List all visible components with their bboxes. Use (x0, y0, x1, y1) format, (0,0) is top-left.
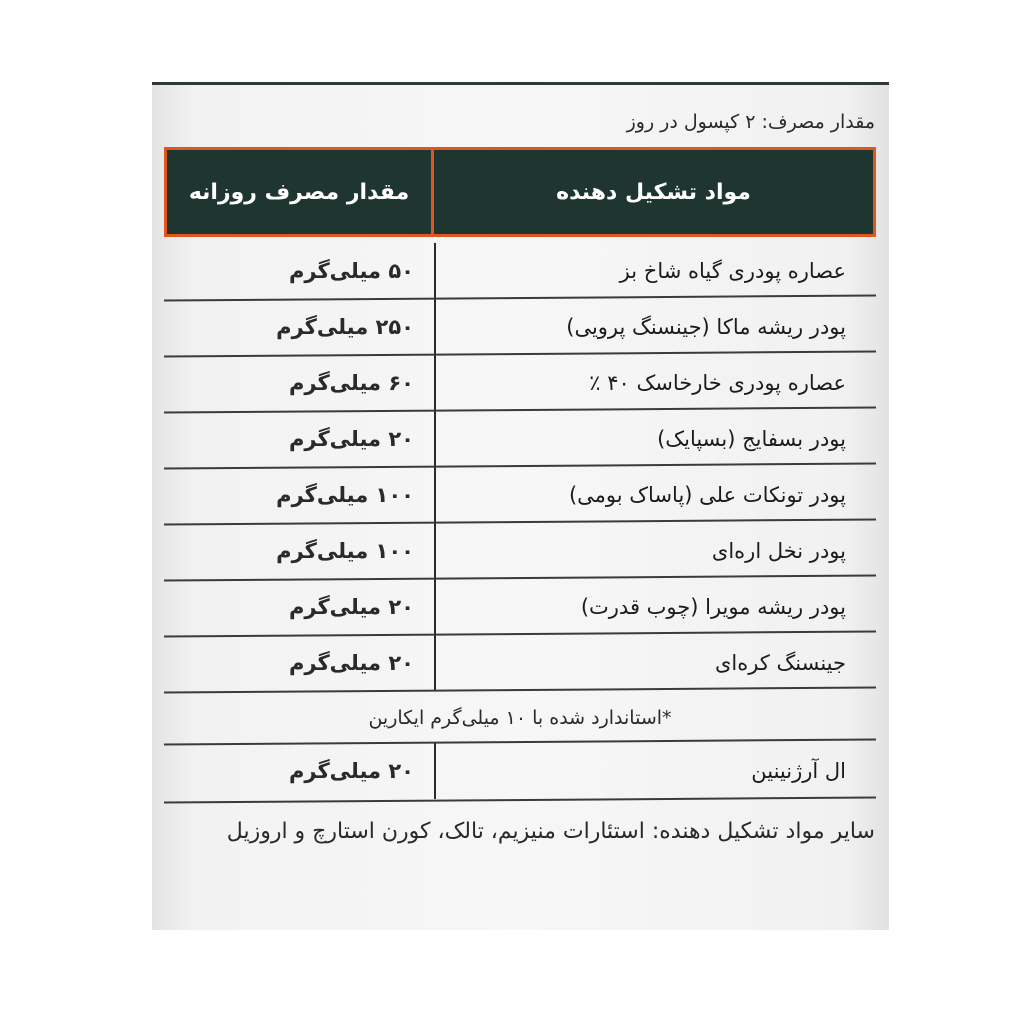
other-ingredients-text: سایر مواد تشکیل دهنده: استئارات منیزیم، تالک، کورن استارچ و ارو‌زیل (226, 819, 875, 844)
table-row (164, 467, 876, 523)
table-row (164, 243, 876, 299)
table-row (164, 579, 876, 635)
ingredient-name: پودر بسفایج (بسپایک) (434, 411, 876, 467)
ingredient-amount: ۲۰ میلی‌گرم (288, 651, 414, 675)
ingredient-amount: ۱۰۰ میلی‌گرم (276, 539, 414, 563)
ingredient-name: پودر ریشه مویرا (چوب قدرت) (434, 579, 876, 635)
ingredient-name: پودر نخل اره‌ای (434, 523, 876, 579)
ingredient-amount: ۲۰ میلی‌گرم (288, 427, 414, 451)
ingredient-name: عصاره پودری خارخاسک ۴۰ ٪ (434, 355, 876, 411)
table-row (164, 411, 876, 467)
ingredient-amount: ۲۰ میلی‌گرم (288, 759, 414, 783)
ingredient-amount: ۶۰ میلی‌گرم (288, 371, 414, 395)
ingredient-amount: ۲۰ میلی‌گرم (288, 595, 414, 619)
standardization-note: *استاندارد شده با ۱۰ میلی‌گرم ایکارین (368, 707, 672, 729)
ingredient-name: عصاره پودری گیاه شاخ بز (434, 243, 876, 299)
ingredient-amount: ۱۰۰ میلی‌گرم (276, 483, 414, 507)
ingredient-name: ال آرژنینین (434, 743, 876, 799)
header-daily-amount: مقدار مصرف روزانه (188, 179, 410, 205)
ingredient-amount: ۲۵۰ میلی‌گرم (276, 315, 414, 339)
ingredient-name: پودر تونکات علی (پاساک بومی) (434, 467, 876, 523)
header-ingredients: مواد تشکیل دهنده (431, 150, 873, 234)
table-row (164, 743, 876, 799)
ingredient-name: پودر ریشه ماکا (جینسنگ پرویی) (434, 299, 876, 355)
supplement-label (152, 82, 889, 930)
ingredient-name: جینسنگ کره‌ای (434, 635, 876, 691)
table-header (164, 147, 876, 237)
table-row (164, 523, 876, 579)
table-row (164, 355, 876, 411)
dosage-text: مقدار مصرف: ۲ کپسول در روز (626, 111, 875, 133)
table-row (164, 299, 876, 355)
table-row (164, 635, 876, 691)
ingredient-amount: ۵۰ میلی‌گرم (288, 259, 414, 283)
